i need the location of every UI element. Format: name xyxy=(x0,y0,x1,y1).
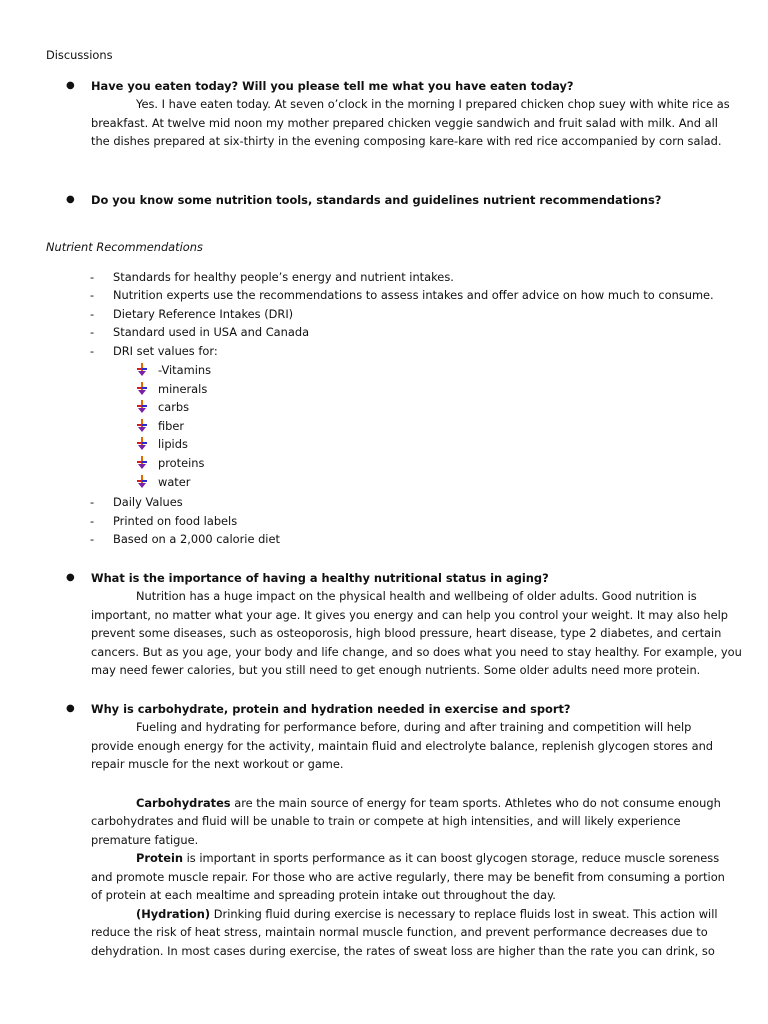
four-color-arrow-bullet-icon xyxy=(137,437,147,451)
nutrient-item: Standards for healthy people’s energy and nutrient intakes. xyxy=(113,270,454,284)
dri-value-item: proteins xyxy=(158,456,205,470)
answer-4-line: provide enough energy for the activity, maintain fluid and electrolyte balance, replenish glycogen stores and xyxy=(91,739,714,753)
hydration-line: dehydration. In most cases during exercise, the rates of sweat loss are higher than the rate you can drink, so xyxy=(91,944,715,958)
answer-1-line: breakfast. At twelve mid noon my mother prepared chicken veggie sandwich and fruit salad with milk. And all xyxy=(91,116,718,130)
bullet-icon: ● xyxy=(66,572,75,583)
nutrient-item: Printed on food labels xyxy=(113,514,238,528)
nutrient-item: DRI set values for: xyxy=(113,344,218,358)
carbohydrates-line: carbohydrates and fluid will be unable to train or compete at high intensities, and will likely experience xyxy=(91,814,681,828)
dri-value-item: water xyxy=(158,475,191,489)
dri-value-item: carbs xyxy=(158,400,190,414)
answer-3-line: cancers. But as you age, your body and life change, and so does what you need to stay healthy. For example, you xyxy=(91,645,742,659)
nutrient-item: Dietary Reference Intakes (DRI) xyxy=(113,307,294,321)
dash-marker: - xyxy=(90,344,95,358)
nutrient-item: Nutrition experts use the recommendations to assess intakes and offer advice on how much to consume. xyxy=(113,288,714,302)
dri-value-item: -Vitamins xyxy=(158,363,212,377)
question-3: What is the importance of having a healthy nutritional status in aging? xyxy=(91,571,549,585)
nutrient-recommendations-title: Nutrient Recommendations xyxy=(46,240,203,254)
protein-paragraph: Protein is important in sports performance as it can boost glycogen storage, reduce muscle soreness xyxy=(136,851,720,865)
answer-3-line: important, no matter what your age. It gives you energy and can help you control your weight. It may also help xyxy=(91,608,729,622)
dri-value-item: lipids xyxy=(158,437,188,451)
bullet-icon: ● xyxy=(66,194,75,205)
dash-marker: - xyxy=(90,307,95,321)
dash-marker: - xyxy=(90,270,95,284)
answer-1-line: the dishes prepared at six-thirty in the evening composing kare-kare with red rice accompanied by corn salad. xyxy=(91,134,722,148)
dash-marker: - xyxy=(90,514,95,528)
answer-3-line: prevent some diseases, such as osteoporosis, high blood pressure, heart disease, type 2 diabetes, and certain xyxy=(91,626,722,640)
nutrient-item: Standard used in USA and Canada xyxy=(113,325,310,339)
bullet-icon: ● xyxy=(66,80,75,91)
question-1: Have you eaten today? Will you please tell me what you have eaten today? xyxy=(91,79,574,93)
answer-1-line: Yes. I have eaten today. At seven o’clock in the morning I prepared chicken chop suey with white rice as xyxy=(136,97,730,111)
hydration-paragraph: (Hydration) Drinking fluid during exercise is necessary to replace fluids lost in sweat. This action will xyxy=(136,907,718,921)
four-color-arrow-bullet-icon xyxy=(137,382,147,396)
answer-4-line: repair muscle for the next workout or game. xyxy=(91,757,344,771)
four-color-arrow-bullet-icon xyxy=(137,419,147,433)
four-color-arrow-bullet-icon xyxy=(137,400,147,414)
four-color-arrow-bullet-icon xyxy=(137,475,147,489)
nutrient-item: Daily Values xyxy=(113,495,183,509)
four-color-arrow-bullet-icon xyxy=(137,456,147,470)
answer-3-line: may need fewer calories, but you still need to get enough nutrients. Some older adults need more protein. xyxy=(91,663,701,677)
carbohydrates-paragraph: Carbohydrates are the main source of energy for team sports. Athletes who do not consume enough xyxy=(136,796,721,810)
dash-marker: - xyxy=(90,532,95,546)
protein-line: of protein at each mealtime and spreading protein intake out throughout the day. xyxy=(91,888,556,902)
question-4: Why is carbohydrate, protein and hydration needed in exercise and sport? xyxy=(91,702,571,716)
protein-line: and promote muscle repair. For those who are active regularly, there may be benefit from consuming a portion xyxy=(91,870,725,884)
carbohydrates-line: premature fatigue. xyxy=(91,833,199,847)
dri-value-item: fiber xyxy=(158,419,185,433)
answer-3-line: Nutrition has a huge impact on the physical health and wellbeing of older adults. Good nutrition is xyxy=(136,589,697,603)
question-2: Do you know some nutrition tools, standards and guidelines nutrient recommendations? xyxy=(91,193,662,207)
page-heading: Discussions xyxy=(46,48,113,62)
dash-marker: - xyxy=(90,288,95,302)
hydration-line: reduce the risk of heat stress, maintain normal muscle function, and prevent performance decreases due to xyxy=(91,925,708,939)
four-color-arrow-bullet-icon xyxy=(137,363,147,377)
answer-4-line: Fueling and hydrating for performance before, during and after training and competition will help xyxy=(136,720,692,734)
dash-marker: - xyxy=(90,495,95,509)
dash-marker: - xyxy=(90,325,95,339)
bullet-icon: ● xyxy=(66,703,75,714)
dri-value-item: minerals xyxy=(158,382,208,396)
nutrient-item: Based on a 2,000 calorie diet xyxy=(113,532,280,546)
